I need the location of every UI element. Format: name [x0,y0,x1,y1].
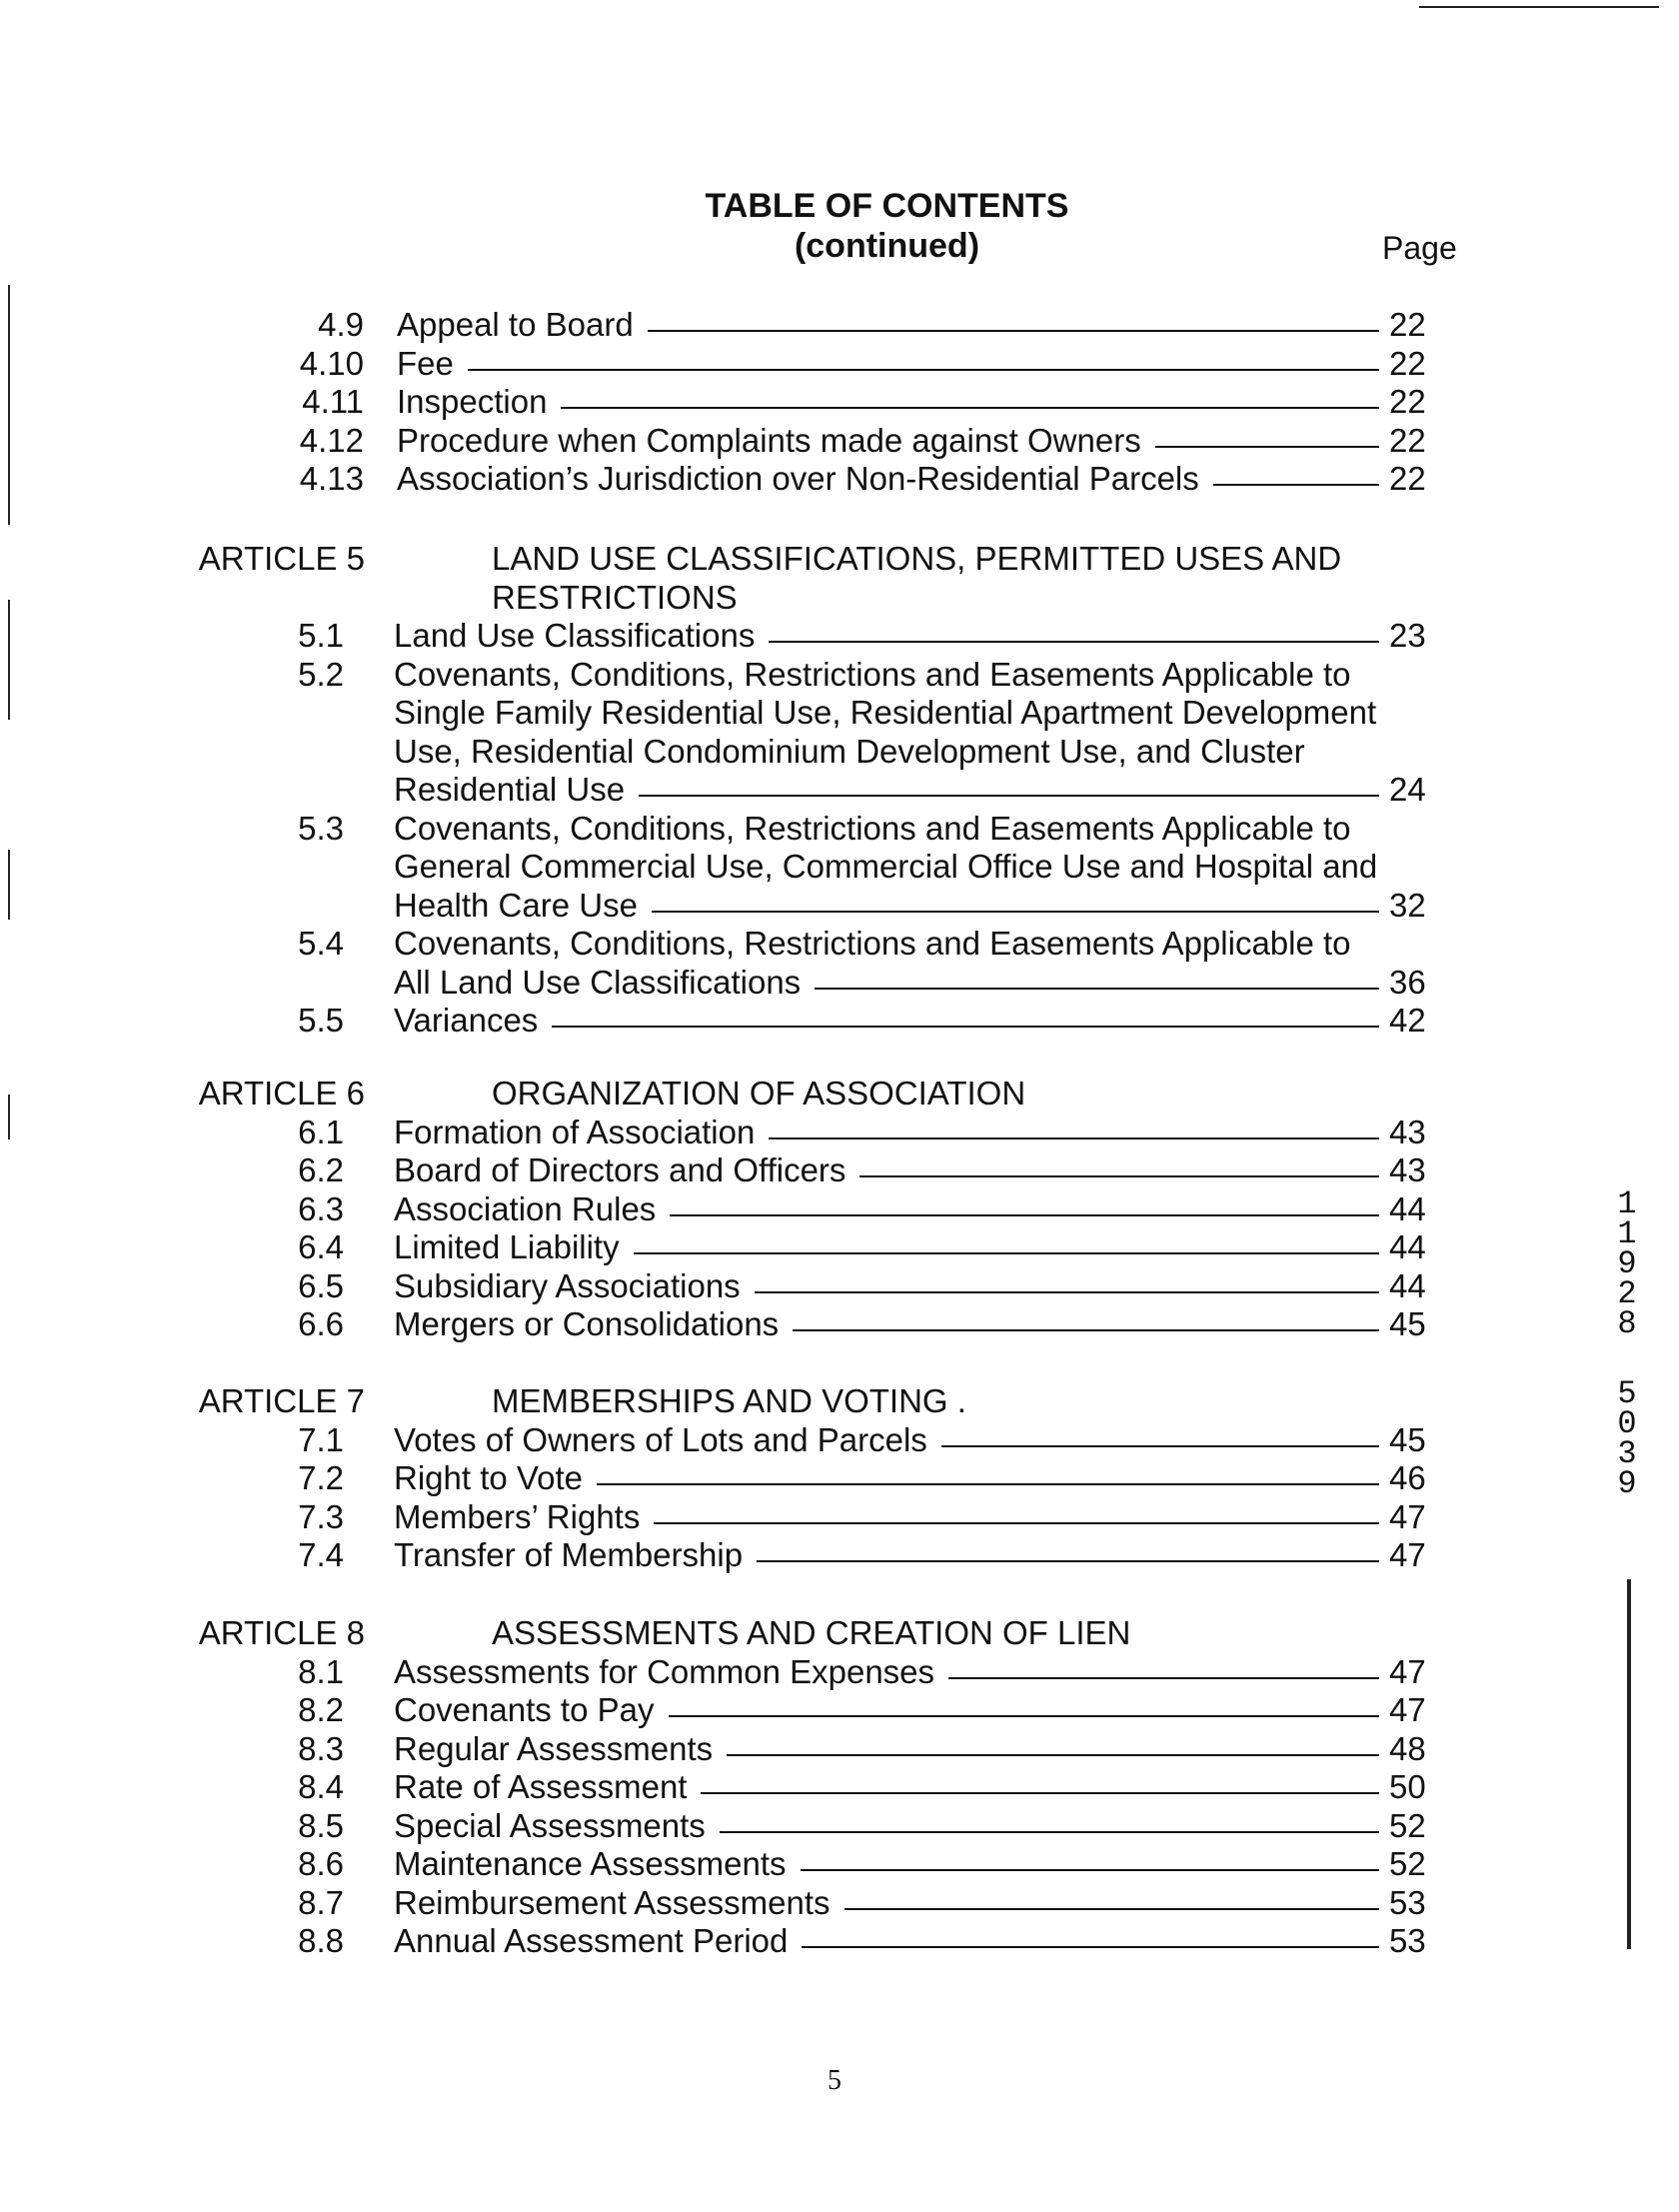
leader-line [597,1482,1379,1485]
leader-line [815,987,1379,990]
toc-entry-number: 5.4 [298,925,344,962]
leader-line [648,329,1379,332]
toc-entry-page: 45 [1389,1420,1426,1458]
toc-entry-text: Appeal to Board [397,306,634,343]
toc-entry-number: 6.1 [298,1112,344,1150]
toc-entry-text: Rate of Assessment [394,1768,688,1805]
toc-entry-page: 43 [1389,1151,1426,1188]
article-title-line: LAND USE CLASSIFICATIONS, PERMITTED USES AND [492,540,1342,577]
toc-entry-page: 53 [1389,1922,1426,1959]
toc-entry-page: 52 [1389,1845,1426,1882]
toc-entry-text: Single Family Residential Use, Residential Apartment Development [394,694,1377,731]
toc-entry-page: 22 [1389,383,1426,420]
toc-entry-text: Association Rules [394,1189,657,1227]
toc-entry-number: 7.1 [298,1420,344,1458]
toc-entry-text: Assessments for Common Expenses [394,1652,935,1690]
leader-line [1155,445,1379,448]
leader-line [634,1251,1379,1254]
toc-entry-page: 22 [1389,306,1426,343]
toc-entry-number: 6.4 [298,1228,344,1265]
leader-line [727,1753,1379,1756]
leader-line [468,368,1379,371]
scan-top-rule [1419,6,1659,8]
toc-entry-number: 6.5 [298,1266,344,1304]
toc-entry-page: 52 [1389,1806,1426,1844]
toc-entry-text: Covenants, Conditions, Restrictions and Easements Applicable to [394,809,1351,847]
side-stamp-digit: 1 [1617,1185,1637,1222]
toc-entry-text: Votes of Owners of Lots and Parcels [394,1420,927,1458]
toc-entry-text: Mergers or Consolidations [394,1305,780,1342]
toc-entry-page: 42 [1389,1002,1426,1039]
article-label: ARTICLE 7 [198,1382,365,1419]
side-stamp [1607,1185,1647,1502]
toc-entry-number: 8.6 [298,1845,344,1882]
toc-entry-number: 4.10 [299,344,364,382]
toc-entry-text: Covenants, Conditions, Restrictions and Easements Applicable to [394,925,1351,962]
toc-entry-page: 44 [1389,1189,1426,1227]
article-title [492,1614,1391,1653]
toc-entry-number: 5.5 [298,1002,344,1039]
leader-line [652,910,1379,913]
toc-entry-number: 6.2 [298,1151,344,1188]
article-label: ARTICLE 8 [198,1614,365,1651]
toc-entry-text: Land Use Classifications [394,617,756,654]
toc-entry-page: 47 [1389,1691,1426,1728]
leader-line [654,1521,1379,1524]
article-title-line: RESTRICTIONS [492,578,738,616]
toc-entry-page: 32 [1389,886,1426,924]
scan-left-mark [8,850,10,920]
toc-entry-number: 5.2 [298,655,344,693]
toc-entry-text: Fee [397,344,454,382]
toc-entry-number: 8.3 [298,1729,344,1767]
toc-entry-page: 43 [1389,1112,1426,1150]
toc-entry-text: Limited Liability [394,1228,620,1265]
toc-entry-text: General Commercial Use, Commercial Office Use and Hospital and [394,848,1378,885]
toc-entry-number: 4.13 [299,460,364,497]
article-title-line: ORGANIZATION OF ASSOCIATION [492,1075,1026,1111]
toc-entry-text: All Land Use Classifications [394,963,802,1001]
leader-line [941,1444,1379,1447]
scan-right-bar [1627,1579,1631,1949]
toc-entry-page: 22 [1389,421,1426,459]
article-title [492,1075,1391,1113]
leader-line [859,1174,1379,1177]
toc-entry-page: 36 [1389,963,1426,1001]
article-title [492,1382,1391,1421]
toc-entry-page: 45 [1389,1305,1426,1342]
leader-line [1213,483,1379,486]
leader-line [669,1714,1380,1717]
toc-entry-number: 8.1 [298,1652,344,1690]
article-title [492,540,1391,617]
toc-entry-text: Special Assessments [394,1806,706,1844]
leader-line [720,1830,1379,1833]
toc-entry-text: Members’ Rights [394,1497,641,1535]
toc-entry-text: Board of Directors and Officers [394,1151,846,1188]
leader-line [561,406,1379,409]
toc-entry-page: 47 [1389,1497,1426,1535]
toc-entry-text: Health Care Use [394,886,638,924]
toc-entry-page: 46 [1389,1459,1426,1496]
toc-entry-page: 44 [1389,1266,1426,1304]
toc-entry-page: 23 [1389,617,1426,654]
toc-entry-text: Inspection [397,383,548,420]
leader-line [670,1213,1379,1216]
toc-entry-text: Regular Assessments [394,1729,714,1767]
toc-entry-page: 44 [1389,1228,1426,1265]
toc-entry-number: 7.3 [298,1497,344,1535]
toc-entry-text: Maintenance Assessments [394,1845,787,1882]
toc-entry-text: Reimbursement Assessments [394,1883,831,1921]
toc-entry-page: 24 [1389,771,1426,808]
side-stamp-digit: 0 [1617,1405,1637,1442]
scan-left-mark [8,285,10,525]
toc-entry-number: 8.2 [298,1691,344,1728]
toc-entry-number: 5.1 [298,617,344,654]
toc-entry-number: 8.8 [298,1922,344,1959]
article-label: ARTICLE 6 [198,1075,365,1111]
article-title-line: ASSESSMENTS AND CREATION OF LIEN [492,1614,1131,1651]
toc-title-block [650,186,1124,266]
side-stamp-digit: 2 [1617,1275,1637,1312]
leader-line [802,1945,1379,1948]
toc-entry-number: 8.7 [298,1883,344,1921]
side-stamp-digit: 3 [1617,1435,1637,1472]
toc-entry-text: Formation of Association [394,1112,756,1150]
toc-entry-number: 4.11 [302,383,364,420]
toc-title: TABLE OF CONTENTS [705,187,1069,225]
toc-entry-text: Right to Vote [394,1459,583,1496]
toc-entry-page: 47 [1389,1536,1426,1573]
leader-line [793,1328,1379,1331]
side-stamp-digit: 9 [1617,1245,1637,1282]
leader-line [755,1290,1379,1293]
leader-line [769,1136,1379,1139]
toc-subtitle: (continued) [794,227,980,265]
toc-entry-text: Association’s Jurisdiction over Non-Residential Parcels [397,460,1199,497]
side-stamp-digit: 5 [1617,1375,1637,1412]
toc-entry-number: 6.6 [298,1305,344,1342]
toc-entry-page: 53 [1389,1883,1426,1921]
toc-entry-number: 5.3 [298,809,344,847]
toc-entry-text: Procedure when Complaints made against Owners [397,421,1141,459]
toc-entry-text: Subsidiary Associations [394,1266,741,1304]
toc-entry-text: Residential Use [394,771,626,808]
article-title-line: MEMBERSHIPS AND VOTING . [492,1382,966,1419]
toc-entry-text: Transfer of Membership [394,1536,744,1573]
side-stamp-digit: 8 [1617,1305,1637,1342]
toc-entry-number: 7.4 [298,1536,344,1573]
article-label: ARTICLE 5 [198,540,365,577]
leader-line [844,1907,1380,1910]
toc-entry-text: Annual Assessment Period [394,1922,789,1959]
page-column-label: Page [1382,230,1457,266]
toc-entry-number: 6.3 [298,1189,344,1227]
toc-entry-number: 4.9 [318,306,364,343]
leader-line [769,640,1379,643]
toc-entry-number: 8.4 [298,1768,344,1805]
toc-entry-page: 47 [1389,1652,1426,1690]
toc-entry-text: Use, Residential Condominium Development Use, and Cluster [394,732,1305,770]
toc-entry-page: 22 [1389,460,1426,497]
leader-line [639,794,1379,797]
leader-line [701,1791,1379,1794]
toc-entry-text: Variances [394,1002,539,1039]
toc-entry-number: 7.2 [298,1459,344,1496]
side-stamp-digit: 1 [1617,1215,1637,1252]
side-stamp-digit: 9 [1617,1465,1637,1502]
leader-line [757,1559,1379,1562]
toc-entry-page: 22 [1389,344,1426,382]
toc-entry-number: 8.5 [298,1806,344,1844]
toc-entry-text: Covenants to Pay [394,1691,655,1728]
leader-line [552,1025,1379,1028]
toc-entry-page: 48 [1389,1729,1426,1767]
leader-line [801,1868,1379,1871]
toc-entry-page: 50 [1389,1768,1426,1805]
footer-page-number: 5 [828,2065,841,2096]
leader-line [948,1676,1379,1679]
toc-entry-text: Covenants, Conditions, Restrictions and Easements Applicable to [394,655,1351,693]
toc-entry-number: 4.12 [299,421,364,459]
scan-left-mark [8,600,10,720]
scan-left-mark [8,1095,10,1139]
